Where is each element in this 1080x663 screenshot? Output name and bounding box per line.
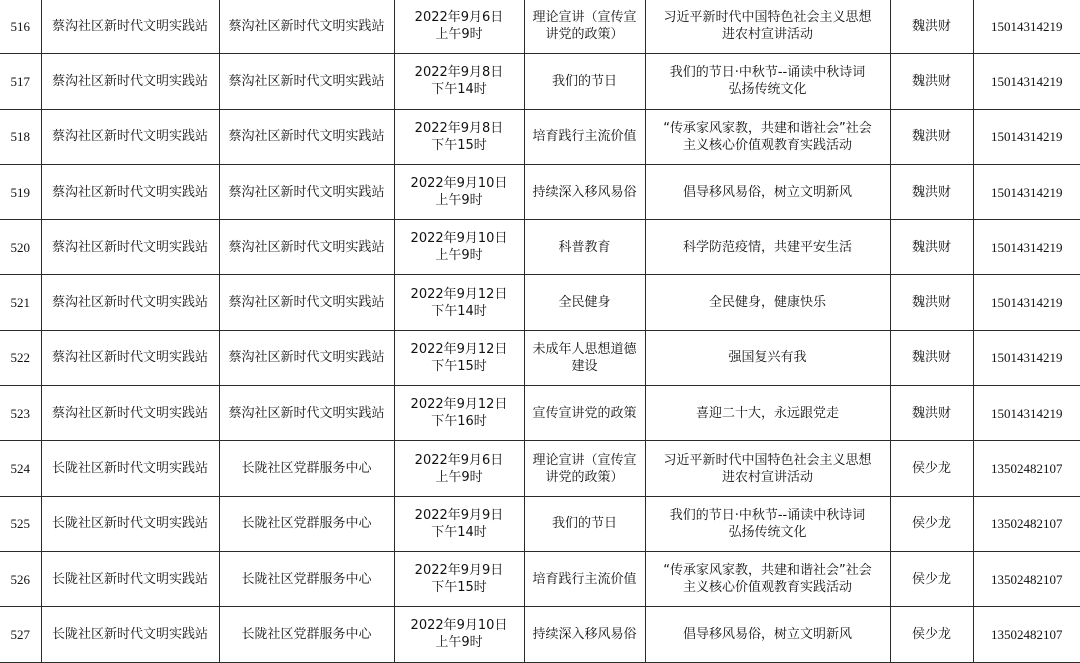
phone-cell: 15014314219 bbox=[973, 275, 1080, 330]
phone-cell: 15014314219 bbox=[973, 164, 1080, 219]
activity-cell-line: 主义核心价值观教育实践活动 bbox=[682, 580, 852, 596]
time-cell bbox=[394, 330, 524, 385]
contact-person-cell: 侯少龙 bbox=[890, 441, 973, 496]
row-index-cell: 517 bbox=[0, 54, 41, 109]
row-index-cell: 516 bbox=[0, 0, 41, 54]
contact-person-cell: 魏洪财 bbox=[890, 54, 973, 109]
venue-cell: 蔡沟社区新时代文明实践站 bbox=[219, 386, 394, 441]
time-cell bbox=[394, 275, 524, 330]
station-name-cell: 蔡沟社区新时代文明实践站 bbox=[41, 386, 219, 441]
time-cell bbox=[394, 441, 524, 496]
phone-cell: 13502482107 bbox=[973, 607, 1080, 662]
category-cell-line: 我们的节日 bbox=[551, 516, 617, 532]
category-cell bbox=[524, 275, 645, 330]
row-index-cell: 522 bbox=[0, 330, 41, 385]
activity-cell bbox=[645, 551, 890, 606]
activity-cell-line: 进农村宣讲活动 bbox=[721, 27, 813, 43]
time-cell-line: 2022年9月9日 bbox=[414, 507, 504, 523]
time-cell bbox=[394, 109, 524, 164]
station-name-cell: 长陇社区新时代文明实践站 bbox=[41, 607, 219, 662]
phone-cell: 15014314219 bbox=[973, 386, 1080, 441]
contact-person-cell: 魏洪财 bbox=[890, 275, 973, 330]
activity-cell-line: 科学防范疫情，共建平安生活 bbox=[682, 239, 852, 255]
category-cell bbox=[524, 607, 645, 662]
row-index-cell: 524 bbox=[0, 441, 41, 496]
time-cell-line: 上午9时 bbox=[435, 27, 483, 43]
time-cell-line: 上午9时 bbox=[435, 469, 483, 485]
time-cell-line: 2022年9月8日 bbox=[414, 120, 504, 136]
activity-cell-line: 弘扬传统文化 bbox=[728, 524, 807, 540]
station-name-cell: 蔡沟社区新时代文明实践站 bbox=[41, 0, 219, 54]
table-row bbox=[0, 441, 1080, 496]
phone-cell: 15014314219 bbox=[973, 0, 1080, 54]
time-cell-line: 2022年9月6日 bbox=[414, 10, 504, 26]
table-row bbox=[0, 109, 1080, 164]
phone-cell: 15014314219 bbox=[973, 109, 1080, 164]
venue-cell: 蔡沟社区新时代文明实践站 bbox=[219, 0, 394, 54]
time-cell-line: 上午9时 bbox=[435, 193, 483, 209]
contact-person-cell: 侯少龙 bbox=[890, 496, 973, 551]
time-cell bbox=[394, 0, 524, 54]
time-cell-line: 下午14时 bbox=[431, 524, 487, 540]
table-row bbox=[0, 275, 1080, 330]
table-row bbox=[0, 0, 1080, 54]
activity-cell-line: 强国复兴有我 bbox=[728, 350, 807, 366]
category-cell bbox=[524, 0, 645, 54]
time-cell bbox=[394, 164, 524, 219]
activity-cell-line: 我们的节日·中秋节--诵读中秋诗词 bbox=[669, 65, 866, 81]
activity-cell bbox=[645, 496, 890, 551]
category-cell-line: 科普教育 bbox=[558, 239, 611, 255]
activity-cell-line: 我们的节日·中秋节--诵读中秋诗词 bbox=[669, 507, 866, 523]
category-cell-line: 宣传宣讲党的政策 bbox=[532, 405, 637, 421]
category-cell-line: 建设 bbox=[571, 358, 598, 374]
time-cell-line: 2022年9月8日 bbox=[414, 65, 504, 81]
time-cell-line: 下午15时 bbox=[431, 580, 487, 596]
activity-cell-line: “传承家风家教，共建和谐社会”社会 bbox=[663, 120, 872, 136]
activity-cell bbox=[645, 275, 890, 330]
station-name-cell: 蔡沟社区新时代文明实践站 bbox=[41, 275, 219, 330]
activity-cell bbox=[645, 386, 890, 441]
activity-cell bbox=[645, 441, 890, 496]
table-row bbox=[0, 551, 1080, 606]
time-cell bbox=[394, 386, 524, 441]
station-name-cell: 长陇社区新时代文明实践站 bbox=[41, 496, 219, 551]
time-cell-line: 上午9时 bbox=[435, 635, 483, 651]
time-cell-line: 下午16时 bbox=[431, 414, 487, 430]
row-index-cell: 523 bbox=[0, 386, 41, 441]
venue-cell: 蔡沟社区新时代文明实践站 bbox=[219, 330, 394, 385]
contact-person-cell: 魏洪财 bbox=[890, 330, 973, 385]
row-index-cell: 521 bbox=[0, 275, 41, 330]
venue-cell: 长陇社区党群服务中心 bbox=[219, 496, 394, 551]
venue-cell: 蔡沟社区新时代文明实践站 bbox=[219, 54, 394, 109]
time-cell-line: 上午9时 bbox=[435, 248, 483, 264]
row-index-cell: 527 bbox=[0, 607, 41, 662]
station-name-cell: 蔡沟社区新时代文明实践站 bbox=[41, 164, 219, 219]
activity-cell-line: 喜迎二十大，永远跟党走 bbox=[695, 405, 839, 421]
time-cell-line: 2022年9月6日 bbox=[414, 452, 504, 468]
contact-person-cell: 魏洪财 bbox=[890, 0, 973, 54]
venue-cell: 蔡沟社区新时代文明实践站 bbox=[219, 109, 394, 164]
category-cell-line: 理论宣讲（宣传宣 bbox=[532, 10, 637, 26]
category-cell-line: 持续深入移风易俗 bbox=[532, 184, 637, 200]
venue-cell: 蔡沟社区新时代文明实践站 bbox=[219, 164, 394, 219]
station-name-cell: 蔡沟社区新时代文明实践站 bbox=[41, 220, 219, 275]
table-row bbox=[0, 386, 1080, 441]
activity-cell-line: 弘扬传统文化 bbox=[728, 82, 807, 98]
time-cell-line: 2022年9月12日 bbox=[410, 341, 508, 357]
contact-person-cell: 魏洪财 bbox=[890, 109, 973, 164]
time-cell-line: 下午15时 bbox=[431, 137, 487, 153]
row-index-cell: 526 bbox=[0, 551, 41, 606]
category-cell-line: 持续深入移风易俗 bbox=[532, 626, 637, 642]
time-cell-line: 2022年9月12日 bbox=[410, 397, 508, 413]
venue-cell: 蔡沟社区新时代文明实践站 bbox=[219, 275, 394, 330]
contact-person-cell: 侯少龙 bbox=[890, 551, 973, 606]
category-cell-line: 理论宣讲（宣传宣 bbox=[532, 452, 637, 468]
row-index-cell: 520 bbox=[0, 220, 41, 275]
station-name-cell: 蔡沟社区新时代文明实践站 bbox=[41, 109, 219, 164]
table-row bbox=[0, 164, 1080, 219]
activity-cell-line: 倡导移风易俗，树立文明新风 bbox=[682, 184, 852, 200]
category-cell bbox=[524, 54, 645, 109]
station-name-cell: 蔡沟社区新时代文明实践站 bbox=[41, 54, 219, 109]
activity-cell-line: 主义核心价值观教育实践活动 bbox=[682, 137, 852, 153]
venue-cell: 长陇社区党群服务中心 bbox=[219, 441, 394, 496]
time-cell-line: 下午15时 bbox=[431, 358, 487, 374]
category-cell-line: 讲党的政策） bbox=[545, 469, 624, 485]
table-row bbox=[0, 496, 1080, 551]
activity-cell bbox=[645, 109, 890, 164]
time-cell-line: 下午14时 bbox=[431, 303, 487, 319]
category-cell-line: 我们的节日 bbox=[551, 73, 617, 89]
category-cell bbox=[524, 220, 645, 275]
category-cell bbox=[524, 386, 645, 441]
contact-person-cell: 侯少龙 bbox=[890, 607, 973, 662]
category-cell bbox=[524, 109, 645, 164]
category-cell bbox=[524, 551, 645, 606]
time-cell-line: 2022年9月10日 bbox=[410, 618, 508, 634]
time-cell-line: 下午14时 bbox=[431, 82, 487, 98]
table-row bbox=[0, 220, 1080, 275]
phone-cell: 13502482107 bbox=[973, 441, 1080, 496]
time-cell bbox=[394, 54, 524, 109]
venue-cell: 长陇社区党群服务中心 bbox=[219, 607, 394, 662]
time-cell bbox=[394, 220, 524, 275]
time-cell bbox=[394, 607, 524, 662]
time-cell-line: 2022年9月12日 bbox=[410, 286, 508, 302]
time-cell bbox=[394, 551, 524, 606]
station-name-cell: 长陇社区新时代文明实践站 bbox=[41, 441, 219, 496]
time-cell-line: 2022年9月9日 bbox=[414, 563, 504, 579]
activity-cell-line: 习近平新时代中国特色社会主义思想 bbox=[663, 10, 872, 26]
activity-cell-line: “传承家风家教，共建和谐社会”社会 bbox=[663, 563, 872, 579]
table-row bbox=[0, 54, 1080, 109]
table-row bbox=[0, 330, 1080, 385]
activity-cell bbox=[645, 607, 890, 662]
category-cell-line: 讲党的政策） bbox=[545, 27, 624, 43]
activity-cell bbox=[645, 0, 890, 54]
phone-cell: 15014314219 bbox=[973, 54, 1080, 109]
activity-cell bbox=[645, 54, 890, 109]
phone-cell: 15014314219 bbox=[973, 330, 1080, 385]
activity-cell-line: 倡导移风易俗，树立文明新风 bbox=[682, 626, 852, 642]
row-index-cell: 525 bbox=[0, 496, 41, 551]
category-cell bbox=[524, 441, 645, 496]
table-row bbox=[0, 607, 1080, 662]
category-cell-line: 培育践行主流价值 bbox=[532, 571, 637, 587]
category-cell bbox=[524, 330, 645, 385]
row-index-cell: 518 bbox=[0, 109, 41, 164]
venue-cell: 长陇社区党群服务中心 bbox=[219, 551, 394, 606]
station-name-cell: 蔡沟社区新时代文明实践站 bbox=[41, 330, 219, 385]
time-cell-line: 2022年9月10日 bbox=[410, 231, 508, 247]
activity-cell bbox=[645, 164, 890, 219]
phone-cell: 15014314219 bbox=[973, 220, 1080, 275]
station-name-cell: 长陇社区新时代文明实践站 bbox=[41, 551, 219, 606]
row-index-cell: 519 bbox=[0, 164, 41, 219]
activity-cell bbox=[645, 220, 890, 275]
contact-person-cell: 魏洪财 bbox=[890, 220, 973, 275]
phone-cell: 13502482107 bbox=[973, 551, 1080, 606]
activity-cell bbox=[645, 330, 890, 385]
category-cell bbox=[524, 496, 645, 551]
contact-person-cell: 魏洪财 bbox=[890, 164, 973, 219]
contact-person-cell: 魏洪财 bbox=[890, 386, 973, 441]
activity-cell-line: 全民健身，健康快乐 bbox=[708, 295, 826, 311]
phone-cell: 13502482107 bbox=[973, 496, 1080, 551]
activity-cell-line: 习近平新时代中国特色社会主义思想 bbox=[663, 452, 872, 468]
time-cell bbox=[394, 496, 524, 551]
category-cell-line: 未成年人思想道德 bbox=[532, 341, 637, 357]
category-cell-line: 培育践行主流价值 bbox=[532, 129, 637, 145]
venue-cell: 蔡沟社区新时代文明实践站 bbox=[219, 220, 394, 275]
activity-cell-line: 进农村宣讲活动 bbox=[721, 469, 813, 485]
category-cell bbox=[524, 164, 645, 219]
time-cell-line: 2022年9月10日 bbox=[410, 176, 508, 192]
category-cell-line: 全民健身 bbox=[558, 295, 611, 311]
